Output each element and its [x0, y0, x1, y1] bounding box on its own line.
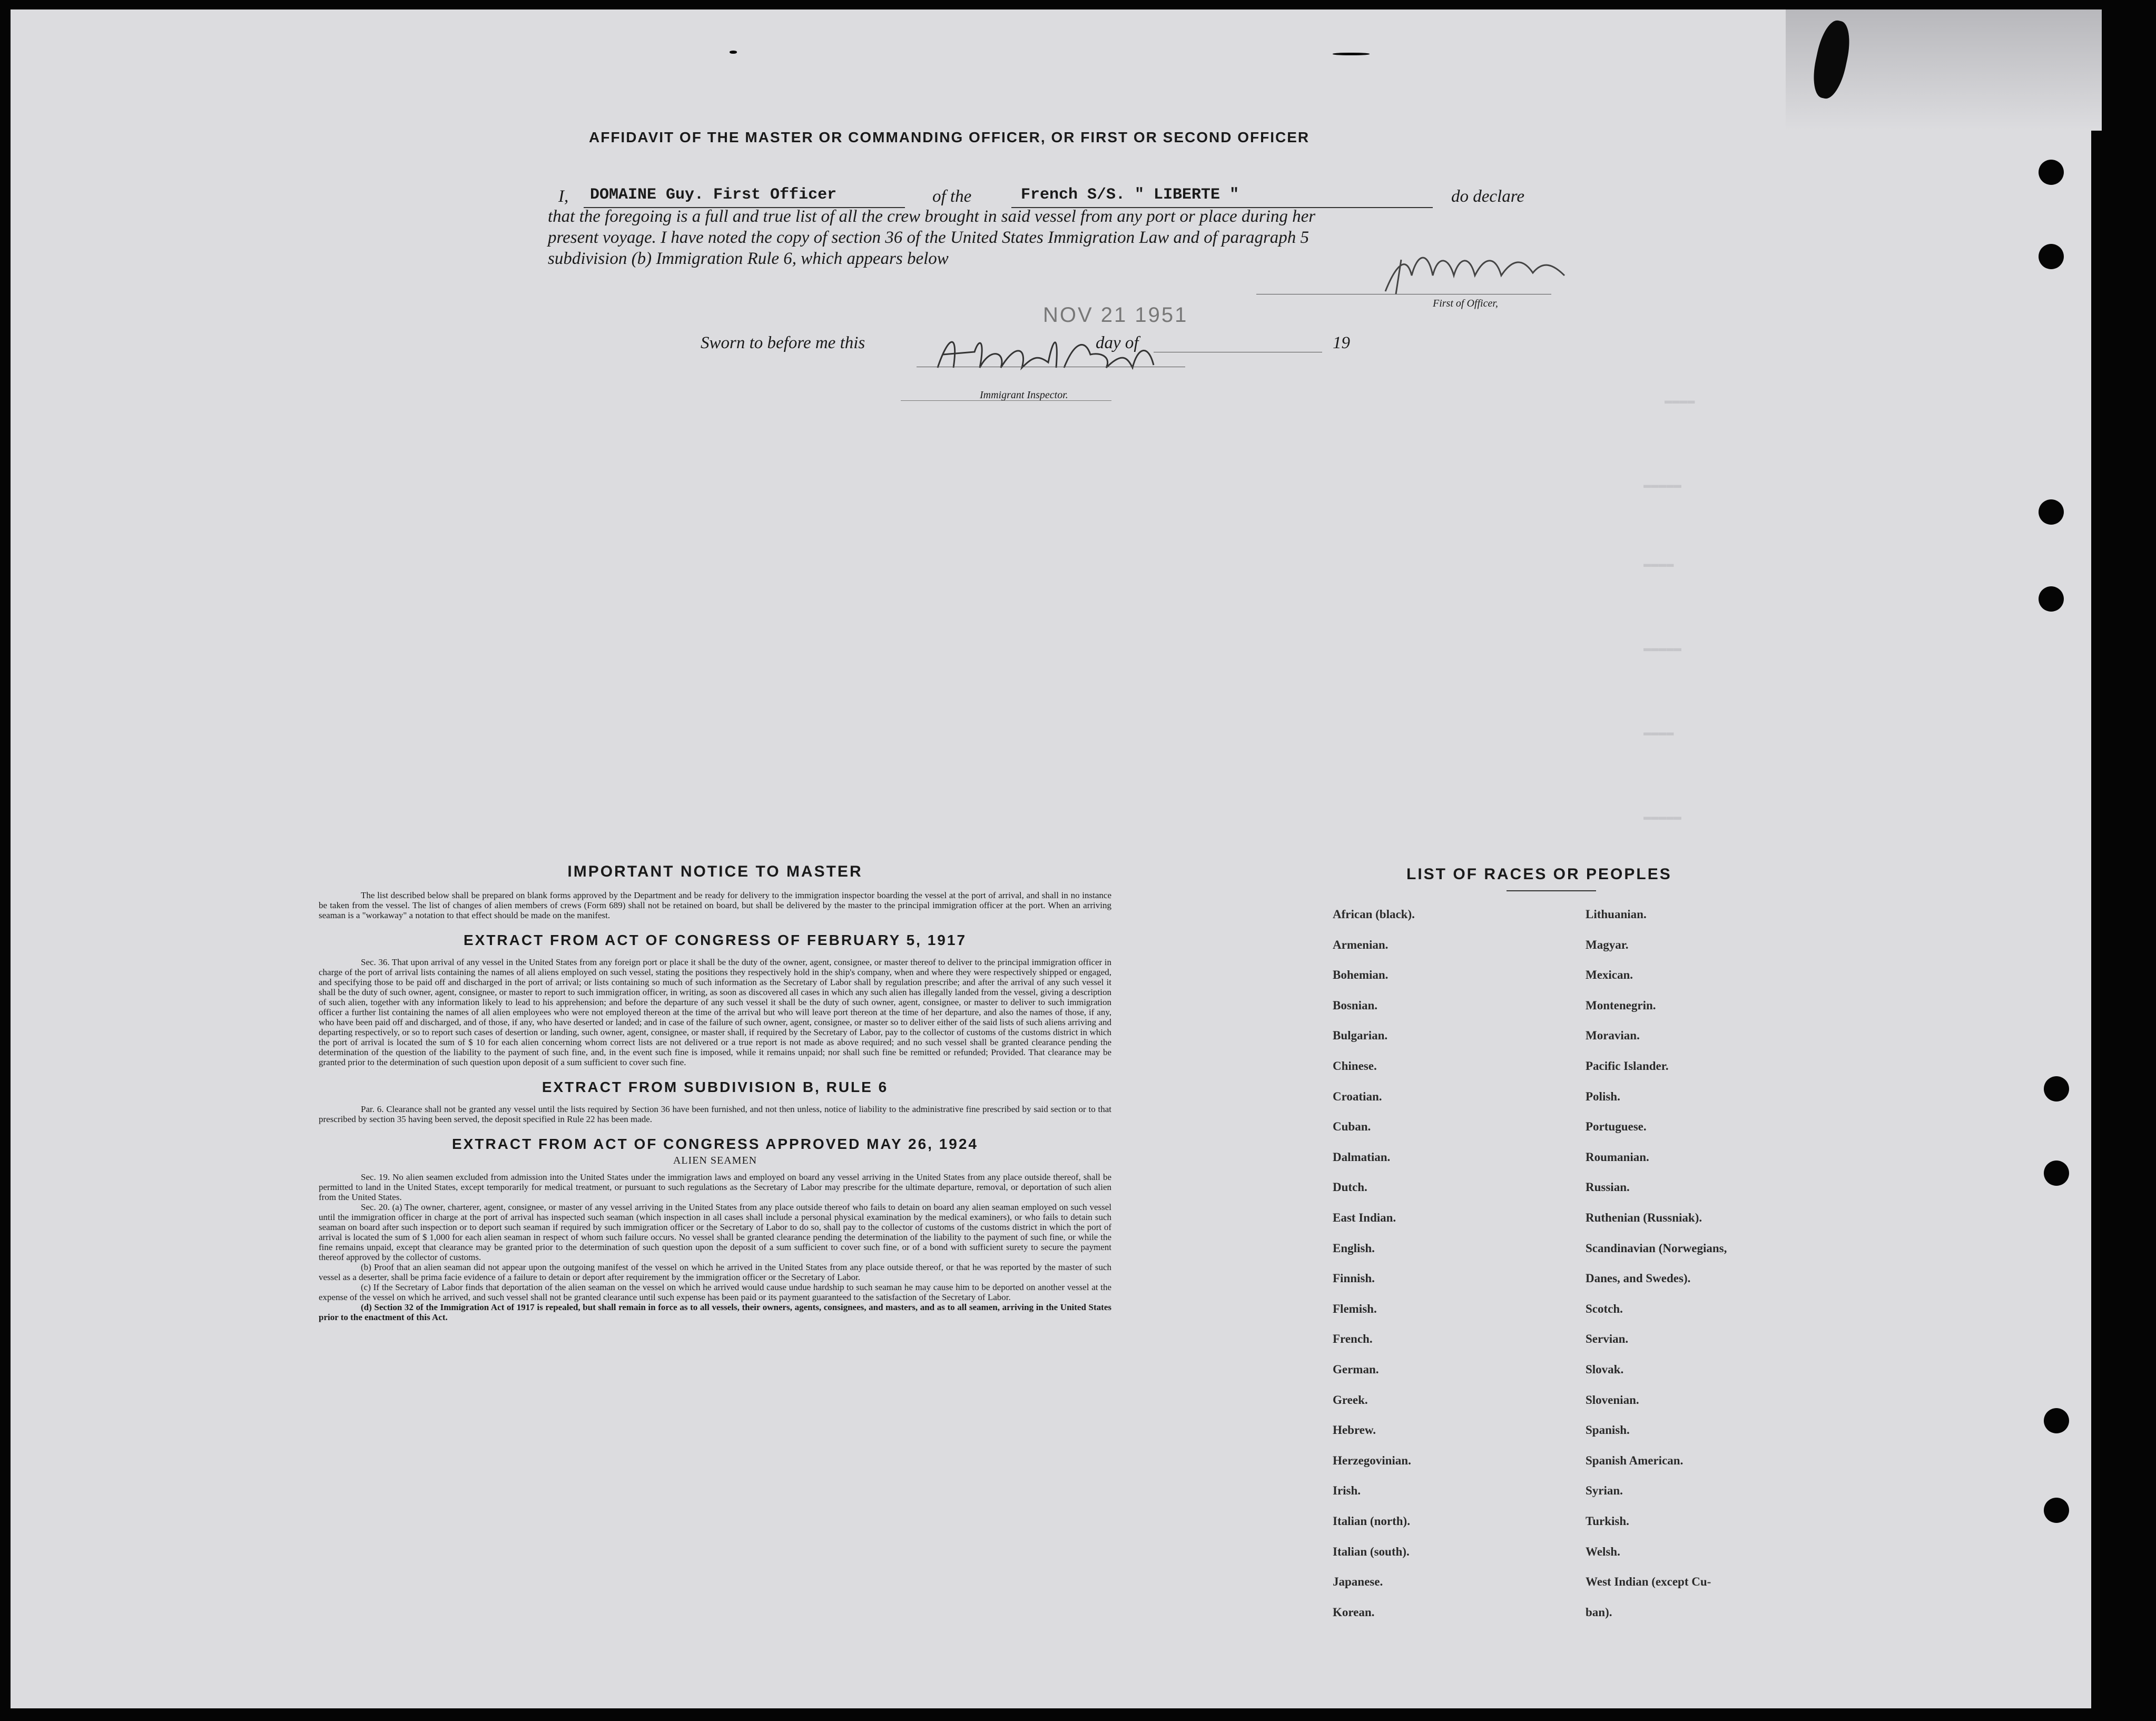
inspector-caption: Immigrant Inspector. — [980, 389, 1068, 401]
bleed-through: ▬▬▬▬ — [1665, 394, 1695, 408]
race-item: Dalmatian. — [1333, 1150, 1391, 1164]
race-item: Portuguese. — [1586, 1120, 1647, 1134]
scan-mark — [730, 51, 737, 54]
officer-caption: First of Officer, — [1433, 298, 1498, 309]
race-item: East Indian. — [1333, 1211, 1396, 1224]
race-item: Welsh. — [1586, 1545, 1620, 1558]
race-item: Italian (north). — [1333, 1515, 1410, 1528]
race-item: Ruthenian (Russniak). — [1586, 1211, 1702, 1224]
extract3-body-2: Sec. 20. (a) The owner, charterer, agent, consignee, or master of any vessel arriving in the United States from any place outside thereof who fails to detain on board any alien seaman employed on such vessel until the immigration officer in charge at the port of arrival has inspected such seaman (which inspection in all cases shall include a personal physical examination by the medical examiners), or who fails to detain such seaman on board after such inspection or to deport such seaman if required by such immigration officer or the Secretary of Labor to do so, shall pay to the collector of customs of the customs district in which the port of arrival is located the sum of $ 1,000 for each alien seaman in respect of whom such failure occurs. No vessel shall be granted clearance pending the determination of the liability to the payment of such fine, or while the fine remains unpaid, except that clearance may be granted prior to the determination of such question upon the deposit of a sum sufficient to cover such fine, or of a bond with sufficient surety to secure the payment thereof approved by the collector of customs. — [319, 1202, 1111, 1262]
punch-hole — [2044, 1408, 2069, 1433]
year-prefix: 19 — [1333, 333, 1350, 352]
extract3-subtitle: ALIEN SEAMEN — [673, 1155, 757, 1166]
race-item: French. — [1333, 1332, 1373, 1346]
affidavit-line-3: present voyage. I have noted the copy of section 36 of the United States Immigration Law and of paragraph 5 — [548, 228, 1310, 247]
i-label: I, — [558, 187, 569, 206]
notice-body: The list described below shall be prepared on blank forms approved by the Department and be ready for delivery to the immigration inspector boarding the vessel at the port of arrival, and shall in no instance be taken from the vessel. The list of changes of alien members of crews (Form 689) shall not be retained on board, but shall be delivered by the master to the principal immigration officer at the port. When an arriving seaman is a "workaway" a notation to that effect should be made on the manifest. — [319, 890, 1111, 920]
punch-hole — [2044, 1498, 2069, 1523]
race-item: Armenian. — [1333, 938, 1389, 951]
bleed-through: ▬▬▬▬▬ — [1643, 642, 1682, 656]
race-item: Polish. — [1586, 1089, 1620, 1103]
affidavit-line-4: subdivision (b) Immigration Rule 6, which appears below — [548, 249, 949, 268]
sworn-label: Sworn to before me this — [701, 333, 865, 352]
race-item: Turkish. — [1586, 1515, 1629, 1528]
bleed-through: ▬▬▬▬▬ — [1643, 810, 1682, 824]
notice-title: IMPORTANT NOTICE TO MASTER — [567, 863, 863, 880]
race-item: Scandinavian (Norwegians, — [1586, 1241, 1727, 1255]
race-item: Danes, and Swedes). — [1586, 1272, 1691, 1285]
extract3-body-1: Sec. 19. No alien seamen excluded from admission into the United States under the immigration laws and employed on board any vessel arriving in the United States from any place outside thereof, shall be permitted to land in the United States, except temporarily for medical treatment, or pursuant to such regulations as the Secretary of Labor may prescribe for the ultimate departure, removal, or deportation of such alien from the United States. — [319, 1172, 1111, 1202]
race-item: Slovenian. — [1586, 1393, 1639, 1407]
extract3-body-3: (b) Proof that an alien seaman did not appear upon the outgoing manifest of the vessel on which he arrived in the United States from any place outside thereof, or that he was reported by the master of such vessel as a deserter, shall be prima facie evidence of a failure to detain or deport after requirement by the immigration officer or the Secretary of Labor. — [319, 1262, 1111, 1282]
punch-hole — [2044, 1076, 2069, 1102]
race-item: Moravian. — [1586, 1029, 1640, 1043]
punch-hole — [2044, 1161, 2069, 1186]
race-item: Pacific Islander. — [1586, 1059, 1669, 1073]
declarant-name: DOMAINE Guy. First Officer — [590, 186, 837, 204]
race-item: Croatian. — [1333, 1089, 1382, 1103]
extract3-title: EXTRACT FROM ACT OF CONGRESS APPROVED MAY 26, 1924 — [452, 1136, 978, 1152]
race-item: Spanish American. — [1586, 1453, 1684, 1467]
date-stamp: NOV 21 1951 — [1043, 303, 1188, 327]
race-item: Bulgarian. — [1333, 1029, 1388, 1043]
race-item: Dutch. — [1333, 1181, 1367, 1194]
notice-section — [319, 863, 1111, 1322]
punch-hole — [2039, 160, 2064, 185]
extract2-title: EXTRACT FROM SUBDIVISION B, RULE 6 — [542, 1079, 889, 1095]
race-item: Italian (south). — [1333, 1545, 1410, 1558]
extract2-body: Par. 6. Clearance shall not be granted any vessel until the lists required by Section 36 have been furnished, and not then unless, notice of liability to the administrative fine prescribed by said section or to that prescribed by section 35 having been served, the deposit specified in Rule 22 has been made. — [319, 1104, 1111, 1124]
bleed-through: ▬▬▬▬ — [1643, 726, 1674, 740]
day-of-label: day of — [1096, 333, 1139, 352]
race-item: Bohemian. — [1333, 968, 1389, 982]
race-item: Mexican. — [1586, 968, 1633, 982]
race-item: African (black). — [1333, 908, 1415, 921]
race-item: ban). — [1586, 1605, 1612, 1619]
race-item: Hebrew. — [1333, 1423, 1376, 1437]
race-item: Korean. — [1333, 1605, 1375, 1619]
race-item: West Indian (except Cu- — [1586, 1575, 1711, 1589]
extract3-body-5: (d) Section 32 of the Immigration Act of 1917 is repealed, but shall remain in force as to all vessels, their owners, agents, consignees, and masters, and as to all seamen, arriving in the United States prior to the enactment of this Act. — [319, 1302, 1111, 1322]
race-item: Slovak. — [1586, 1363, 1624, 1376]
race-item: Magyar. — [1586, 938, 1629, 951]
document-page — [11, 9, 2091, 1708]
affidavit-title: AFFIDAVIT OF THE MASTER OR COMMANDING OFFICER, OR FIRST OR SECOND OFFICER — [589, 129, 1310, 145]
race-item: Servian. — [1586, 1332, 1629, 1346]
race-item: Flemish. — [1333, 1302, 1377, 1315]
bleed-through: ▬▬▬▬ — [1643, 557, 1674, 572]
races-title-underline — [1507, 890, 1596, 891]
races-title: LIST OF RACES OR PEOPLES — [1406, 866, 1672, 883]
affidavit-line-2: that the foregoing is a full and true list of all the crew brought in said vessel from any port or place during her — [548, 207, 1316, 226]
race-item: Greek. — [1333, 1393, 1368, 1407]
vessel-name: French S/S. " LIBERTE " — [1021, 186, 1239, 204]
scan-mark — [1333, 53, 1370, 55]
race-item: Spanish. — [1586, 1423, 1630, 1437]
do-declare-label: do declare — [1451, 187, 1524, 206]
punch-hole — [2039, 586, 2064, 612]
race-item: Russian. — [1586, 1181, 1630, 1194]
race-item: Syrian. — [1586, 1484, 1623, 1498]
race-item: Roumanian. — [1586, 1150, 1649, 1164]
race-item: German. — [1333, 1363, 1379, 1376]
race-item: Finnish. — [1333, 1272, 1375, 1285]
race-item: English. — [1333, 1241, 1375, 1255]
race-item: Scotch. — [1586, 1302, 1623, 1315]
race-item: Herzegovinian. — [1333, 1453, 1411, 1467]
race-item: Cuban. — [1333, 1120, 1371, 1134]
extract1-body: Sec. 36. That upon arrival of any vessel in the United States from any foreign port or place it shall be the duty of the owner, agent, consignee, or master thereof to deliver to the principal immigration officer in charge of the port of arrival lists containing the names of all aliens employed on such vessel, stating the positions they respectively hold in the ship's company, when and where they were respectively shipped or engaged, and specifying those to be paid off and discharged in the port of arrival; or lists containing so much of such information as the Secretary of Labor shall by regulation prescribe; and after the arrival of any such vessel it shall be the duty of such owner, agent, consignee, or master to report to such immigration officer, in writing, as soon as discovered all cases in which any such alien has illegally landed from the vessel, giving a description of such alien, together with any information likely to lead to his apprehension; and before the departure of any such vessel it shall be the duty of such owner, agent, consignee, or master to deliver to such immigration officer a further list containing the names of all alien employees who were not employed thereon at the time of the arrival but who will leave port thereon at the time of her departure, and also the names of those, if any, who have been paid off and discharged, and of those, if any, who have deserted or landed; and in case of the failure of such owner, agent, consignee, or master so to deliver either of the said lists of such aliens arriving and departing respectively, or so to report such cases of desertion or landing, such owner, agent, consignee, or master shall, if required by the Secretary of Labor, pay to the collector of customs of the customs district in which the port of arrival is located the sum of $ 10 for each alien concerning whom correct lists are not delivered or a true report is not made as above required; and no such vessel shall be granted clearance pending the determination of the question of the liability to the payment of such fine, and, in the event such fine is imposed, while it remains unpaid; nor shall such fine be remitted or refunded; Provided. That clearance may be granted prior to the determination of such question upon deposit of a sum sufficient to cover such fine. — [319, 957, 1111, 1067]
race-item: Bosnian. — [1333, 998, 1378, 1012]
punch-hole — [2039, 499, 2064, 525]
race-item: Japanese. — [1333, 1575, 1383, 1589]
extract3-body-4: (c) If the Secretary of Labor finds that deportation of the alien seaman on the vessel on which he arrived would cause undue hardship to such seaman he may cause him to be deported on another vessel at the expense of the vessel on which he arrived, and such vessel shall not be granted clearance until such expense has been paid or its payment guaranteed to the satisfaction of the Secretary of Labor. — [319, 1282, 1111, 1302]
punch-hole — [2039, 244, 2064, 269]
race-item: Chinese. — [1333, 1059, 1377, 1073]
race-item: Irish. — [1333, 1484, 1361, 1498]
inspector-caption-line — [901, 400, 1111, 401]
extract1-title: EXTRACT FROM ACT OF CONGRESS OF FEBRUARY 5, 1917 — [463, 932, 967, 948]
bleed-through: ▬▬▬▬▬ — [1643, 478, 1682, 493]
race-item: Lithuanian. — [1586, 908, 1647, 921]
of-the-label: of the — [932, 187, 972, 206]
race-item: Montenegrin. — [1586, 998, 1656, 1012]
